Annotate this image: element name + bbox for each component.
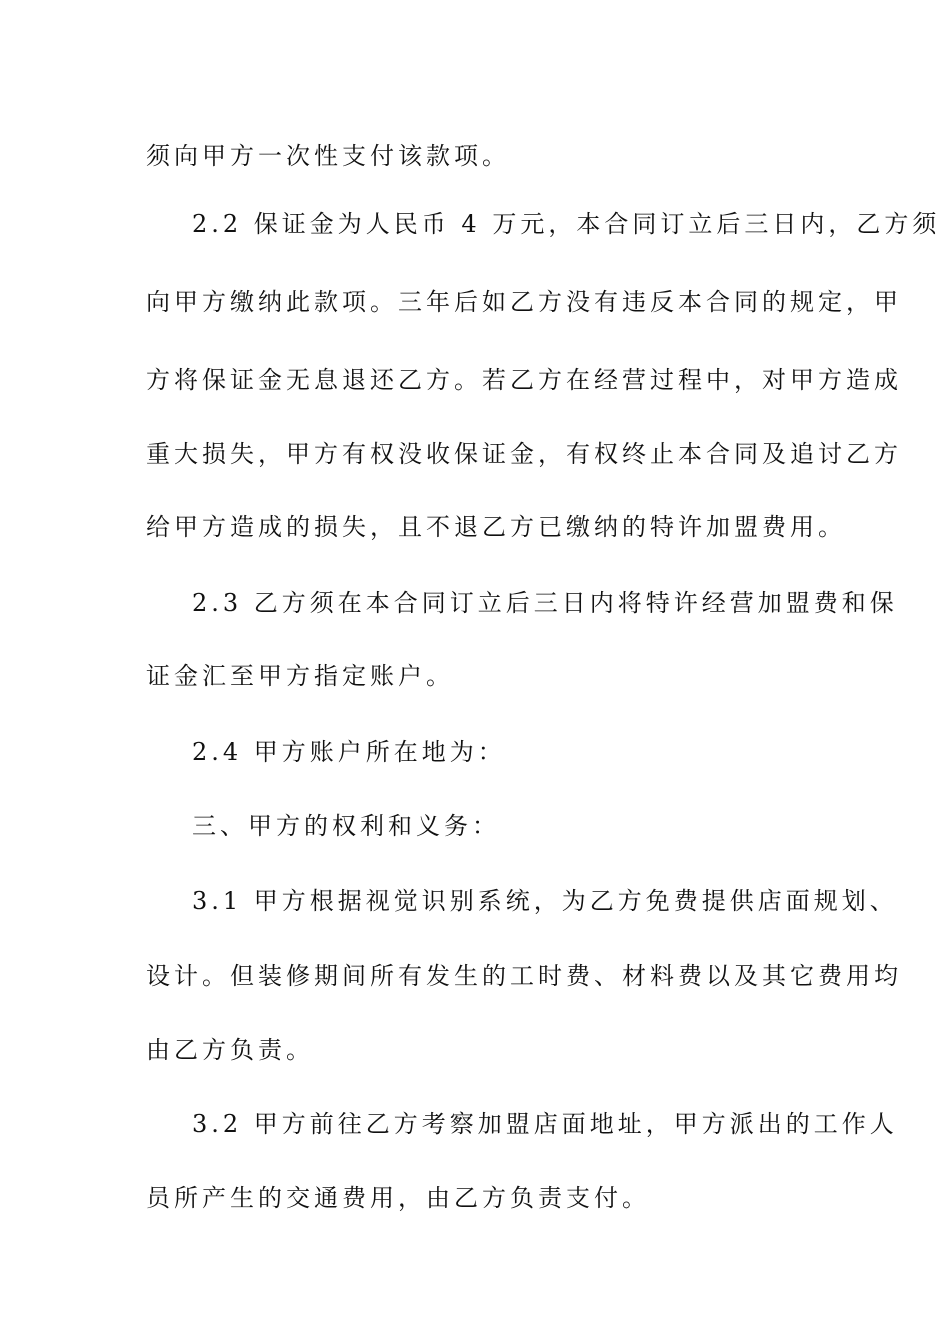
text-line: 重大损失，甲方有权没收保证金，有权终止本合同及追讨乙方 — [146, 440, 902, 468]
text-line: 证金汇至甲方指定账户。 — [146, 662, 454, 690]
paragraph-3-2-first-line: 3.2 甲方前往乙方考察加盟店面地址，甲方派出的工作人 — [192, 1110, 898, 1138]
paragraph-2-4-line: 2.4 甲方账户所在地为： — [192, 738, 506, 766]
section-heading: 三、甲方的权利和义务： — [192, 812, 500, 840]
text-line: 设计。但装修期间所有发生的工时费、材料费以及其它费用均 — [146, 962, 902, 990]
paragraph-2-3-first-line: 2.3 乙方须在本合同订立后三日内将特许经营加盟费和保 — [192, 589, 898, 617]
text-line: 给甲方造成的损失，且不退乙方已缴纳的特许加盟费用。 — [146, 513, 846, 541]
text-line: 向甲方缴纳此款项。三年后如乙方没有违反本合同的规定，甲 — [146, 288, 902, 316]
text-line: 员所产生的交通费用，由乙方负责支付。 — [146, 1184, 650, 1212]
paragraph-3-1-first-line: 3.1 甲方根据视觉识别系统，为乙方免费提供店面规划、 — [192, 887, 898, 915]
text-line: 由乙方负责。 — [146, 1036, 314, 1064]
text-line: 须向甲方一次性支付该款项。 — [146, 142, 510, 170]
text-line: 方将保证金无息退还乙方。若乙方在经营过程中，对甲方造成 — [146, 366, 902, 394]
paragraph-2-2-first-line: 2.2 保证金为人民币 4 万元，本合同订立后三日内，乙方须 — [192, 210, 941, 238]
